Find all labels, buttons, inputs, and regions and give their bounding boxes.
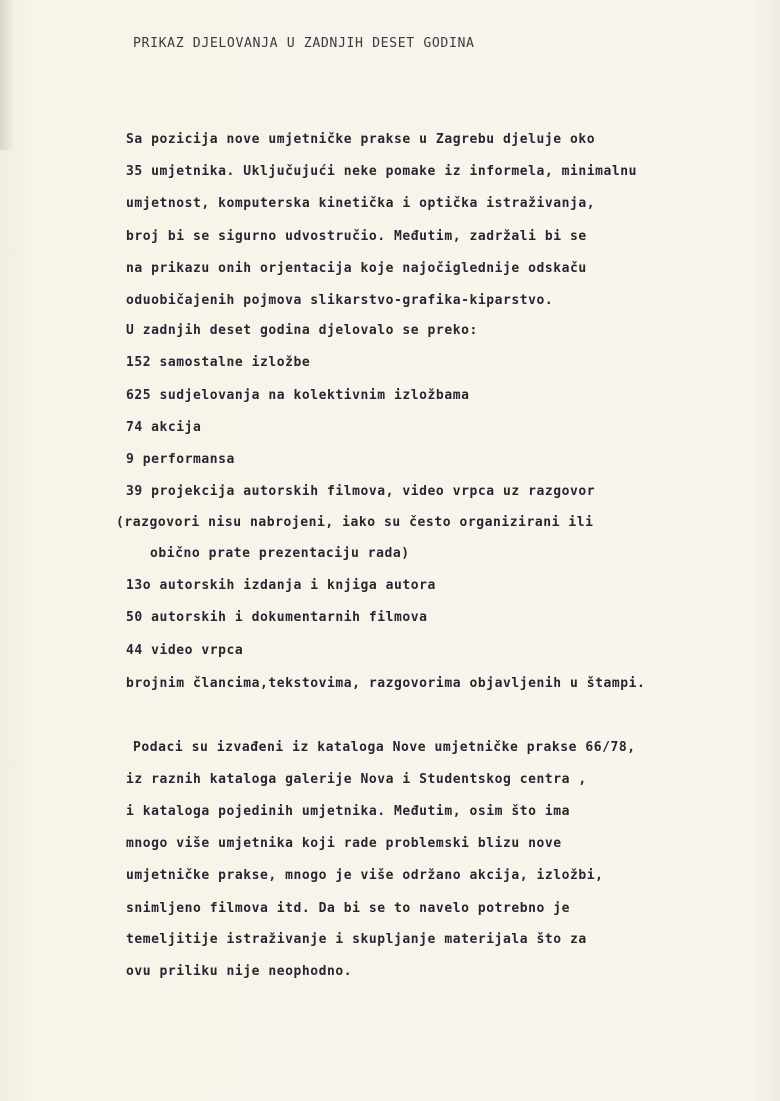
stat-item: 625 sudjelovanja na kolektivnim izložbama [126,388,470,403]
stat-item: 13o autorskih izdanja i knjiga autora [126,578,436,593]
page-title: PRIKAZ DJELOVANJA U ZADNJIH DESET GODINA [133,36,475,51]
stat-item: 152 samostalne izložbe [126,355,311,370]
paragraph1-line: 35 umjetnika. Uključujući neke pomake iz informela, minimalnu [126,164,637,179]
paragraph1-line: U zadnjih deset godina djelovalo se preko: [126,323,478,338]
paragraph2-line: snimljeno filmova itd. Da bi se to navelo potrebno je [126,901,570,916]
stat-item: 44 video vrpca [126,643,244,658]
paragraph2-line: Podaci su izvađeni iz kataloga Nove umjetničke prakse 66/78, [133,740,636,755]
stat-item: 9 performansa [126,452,235,467]
paragraph2-line: temeljitije istraživanje i skupljanje materijala što za [126,932,587,947]
stat-item: 74 akcija [126,420,202,435]
paragraph1-line: umjetnost, komputerska kinetička i optička istraživanja, [126,196,596,211]
paragraph2-line: ovu priliku nije neophodno. [126,964,353,979]
paragraph2-line: mnogo više umjetnika koji rade problemski blizu nove [126,836,562,851]
paragraph1-line: oduobičajenih pojmova slikarstvo-grafika-kiparstvo. [126,293,554,308]
paragraph1-line: broj bi se sigurno udvostručio. Međutim, zadržali bi se [126,229,587,244]
stat-item: (razgovori nisu nabrojeni, iako su često organizirani ili [116,515,594,530]
paragraph1-line: na prikazu onih orjentacija koje najočiglednije odskaču [126,261,587,276]
stat-item: obično prate prezentaciju rada) [150,546,410,561]
paragraph2-line: iz raznih kataloga galerije Nova i Studentskog centra , [126,772,587,787]
paragraph2-line: i kataloga pojedinih umjetnika. Međutim, osim što ima [126,804,570,819]
stat-item: 39 projekcija autorskih filmova, video vrpca uz razgovor [126,484,596,499]
stat-item: 50 autorskih i dokumentarnih filmova [126,610,428,625]
page-shadow-edge [0,0,14,150]
paragraph2-line: umjetničke prakse, mnogo je više održano akcija, izložbi, [126,868,604,883]
paragraph1-line: Sa pozicija nove umjetničke prakse u Zagrebu djeluje oko [126,132,596,147]
stat-item: brojnim člancima,tekstovima, razgovorima objavljenih u štampi. [126,676,646,691]
